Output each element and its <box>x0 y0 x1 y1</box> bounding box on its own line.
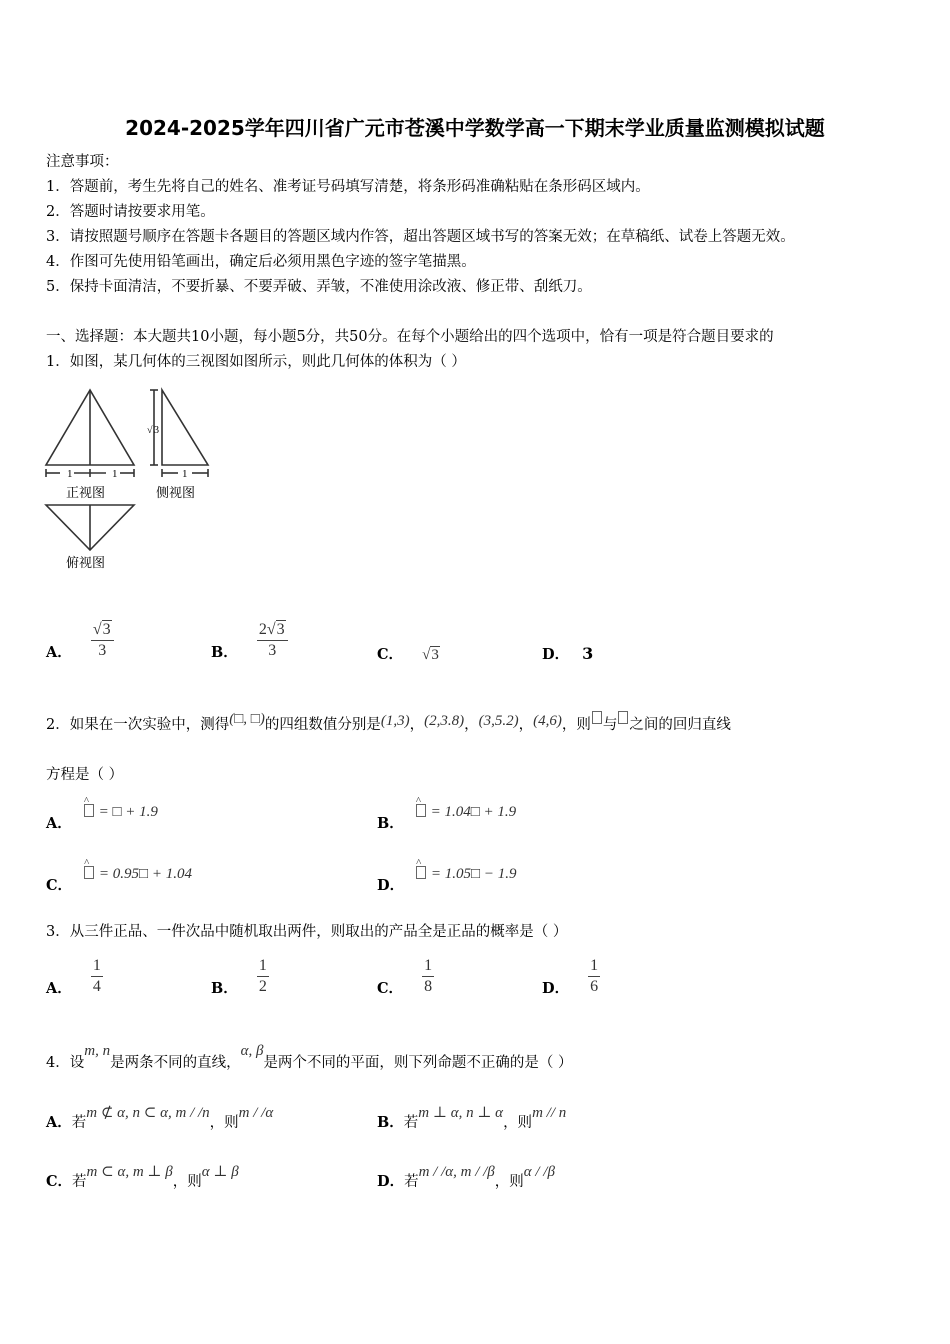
notice-item-5: 5．保持卡面清洁，不要折暴、不要弄破、弄皱，不准使用涂改液、修正带、刮纸刀。 <box>46 279 592 295</box>
q2-option-d[interactable]: D． ^ = 1.05□ − 1.9 <box>377 857 517 894</box>
front-dim-1: 1 <box>67 468 73 480</box>
q2-option-c[interactable]: C． ^ = 0.95□ + 1.04 <box>46 857 192 894</box>
option-label: D． <box>542 646 570 663</box>
front-view-label: 正视图 <box>66 486 106 501</box>
q3-option-c[interactable]: C． $\frac{1}{8}$ <box>377 957 433 997</box>
front-view <box>46 390 134 477</box>
q4-option-c[interactable]: C．若m ⊂ α, m ⊥ β，则α ⊥ β <box>46 1164 239 1190</box>
side-dim-1: 1 <box>182 468 188 480</box>
q3-option-d[interactable]: D． $\frac{1}{6}$ <box>542 957 599 997</box>
fraction: $\frac{1}{8}$ <box>424 957 433 995</box>
top-view <box>46 505 134 550</box>
notice-item-1: 1．答题前，考生先将自己的姓名、准考证号码填写清楚，将条形码准确粘贴在条形码区域内。 <box>46 179 650 195</box>
option-label: B． <box>211 644 238 661</box>
three-view-figure <box>40 385 220 575</box>
notice-item-3: 3．请按照题号顺序在答题卡各题目的答题区域内作答，超出答题区域书写的答案无效；在草稿纸、试卷上答题无效。 <box>46 229 795 245</box>
fraction: $\frac{1}{2}$ <box>258 957 267 995</box>
q2-option-a[interactable]: A． ^ = □ + 1.9 <box>46 795 158 832</box>
fraction: $\frac{√3}{3}$ <box>91 620 114 661</box>
q3-option-a[interactable]: A． $\frac{1}{4}$ <box>46 957 101 997</box>
notice-item-2: 2．答题时请按要求用笔。 <box>46 204 215 220</box>
side-view-label: 侧视图 <box>156 486 196 501</box>
section-heading: 一、选择题：本大题共10小题，每小题5分，共50分。在每个小题给出的四个选项中，恰有一项是符合题目要求的 <box>46 329 774 345</box>
q4-option-b[interactable]: B．若m ⊥ α, n ⊥ α，则m // n <box>377 1105 567 1131</box>
option-label: C． <box>377 646 404 663</box>
fraction: $\frac{1}{6}$ <box>590 957 599 995</box>
front-dim-2: 1 <box>112 468 118 480</box>
q1-option-a[interactable] <box>46 620 114 661</box>
side-dim-height: 3 <box>154 425 159 436</box>
notice-item-4: 4．作图可先使用铅笔画出，确定后必须用黑色字迹的签字笔描黑。 <box>46 254 476 270</box>
question-1-text: 1．如图，某几何体的三视图如图所示，则此几何体的体积为（ ） <box>46 354 466 370</box>
question-4-text: 4．设m, n是两条不同的直线，α, β是两个不同的平面，则下列命题不正确的是（ ） <box>46 1043 573 1071</box>
sqrt-symbol: √ <box>147 425 153 436</box>
page-title: 2024-2025学年四川省广元市苍溪中学数学高一下期末学业质量监测模拟试题 <box>125 116 825 140</box>
q2-option-b[interactable]: B． ^ = 1.04□ + 1.9 <box>377 795 517 832</box>
q4-option-d[interactable]: D．若m / /α, m / /β，则α / /β <box>377 1164 555 1190</box>
option-label: A． <box>46 644 72 661</box>
q3-option-b[interactable]: B． $\frac{1}{2}$ <box>211 957 267 997</box>
notice-heading: 注意事项： <box>46 154 119 170</box>
fraction: $\frac{2√3}{3}$ <box>257 620 288 661</box>
fraction: $\frac{1}{4}$ <box>92 957 101 995</box>
q1-option-c[interactable]: C． √3 <box>377 646 439 663</box>
q1-option-b[interactable] <box>211 620 288 661</box>
q1-option-d[interactable]: D． 3 <box>542 644 594 663</box>
q4-option-a[interactable]: A．若m ⊄ α, n ⊂ α, m / /n，则m / /α <box>46 1105 274 1131</box>
question-2-text: 2．如果在一次实验中，测得(□, □)的四组数值分别是(1,3)，(2,3.8)，(3,5.2)，(4,6)，则 与 之间的回归直线 <box>46 711 731 733</box>
question-2-text-line2: 方程是（ ） <box>46 767 124 783</box>
top-view-label: 俯视图 <box>66 556 106 571</box>
question-3-text: 3．从三件正品、一件次品中随机取出两件，则取出的产品全是正品的概率是（ ） <box>46 924 568 940</box>
